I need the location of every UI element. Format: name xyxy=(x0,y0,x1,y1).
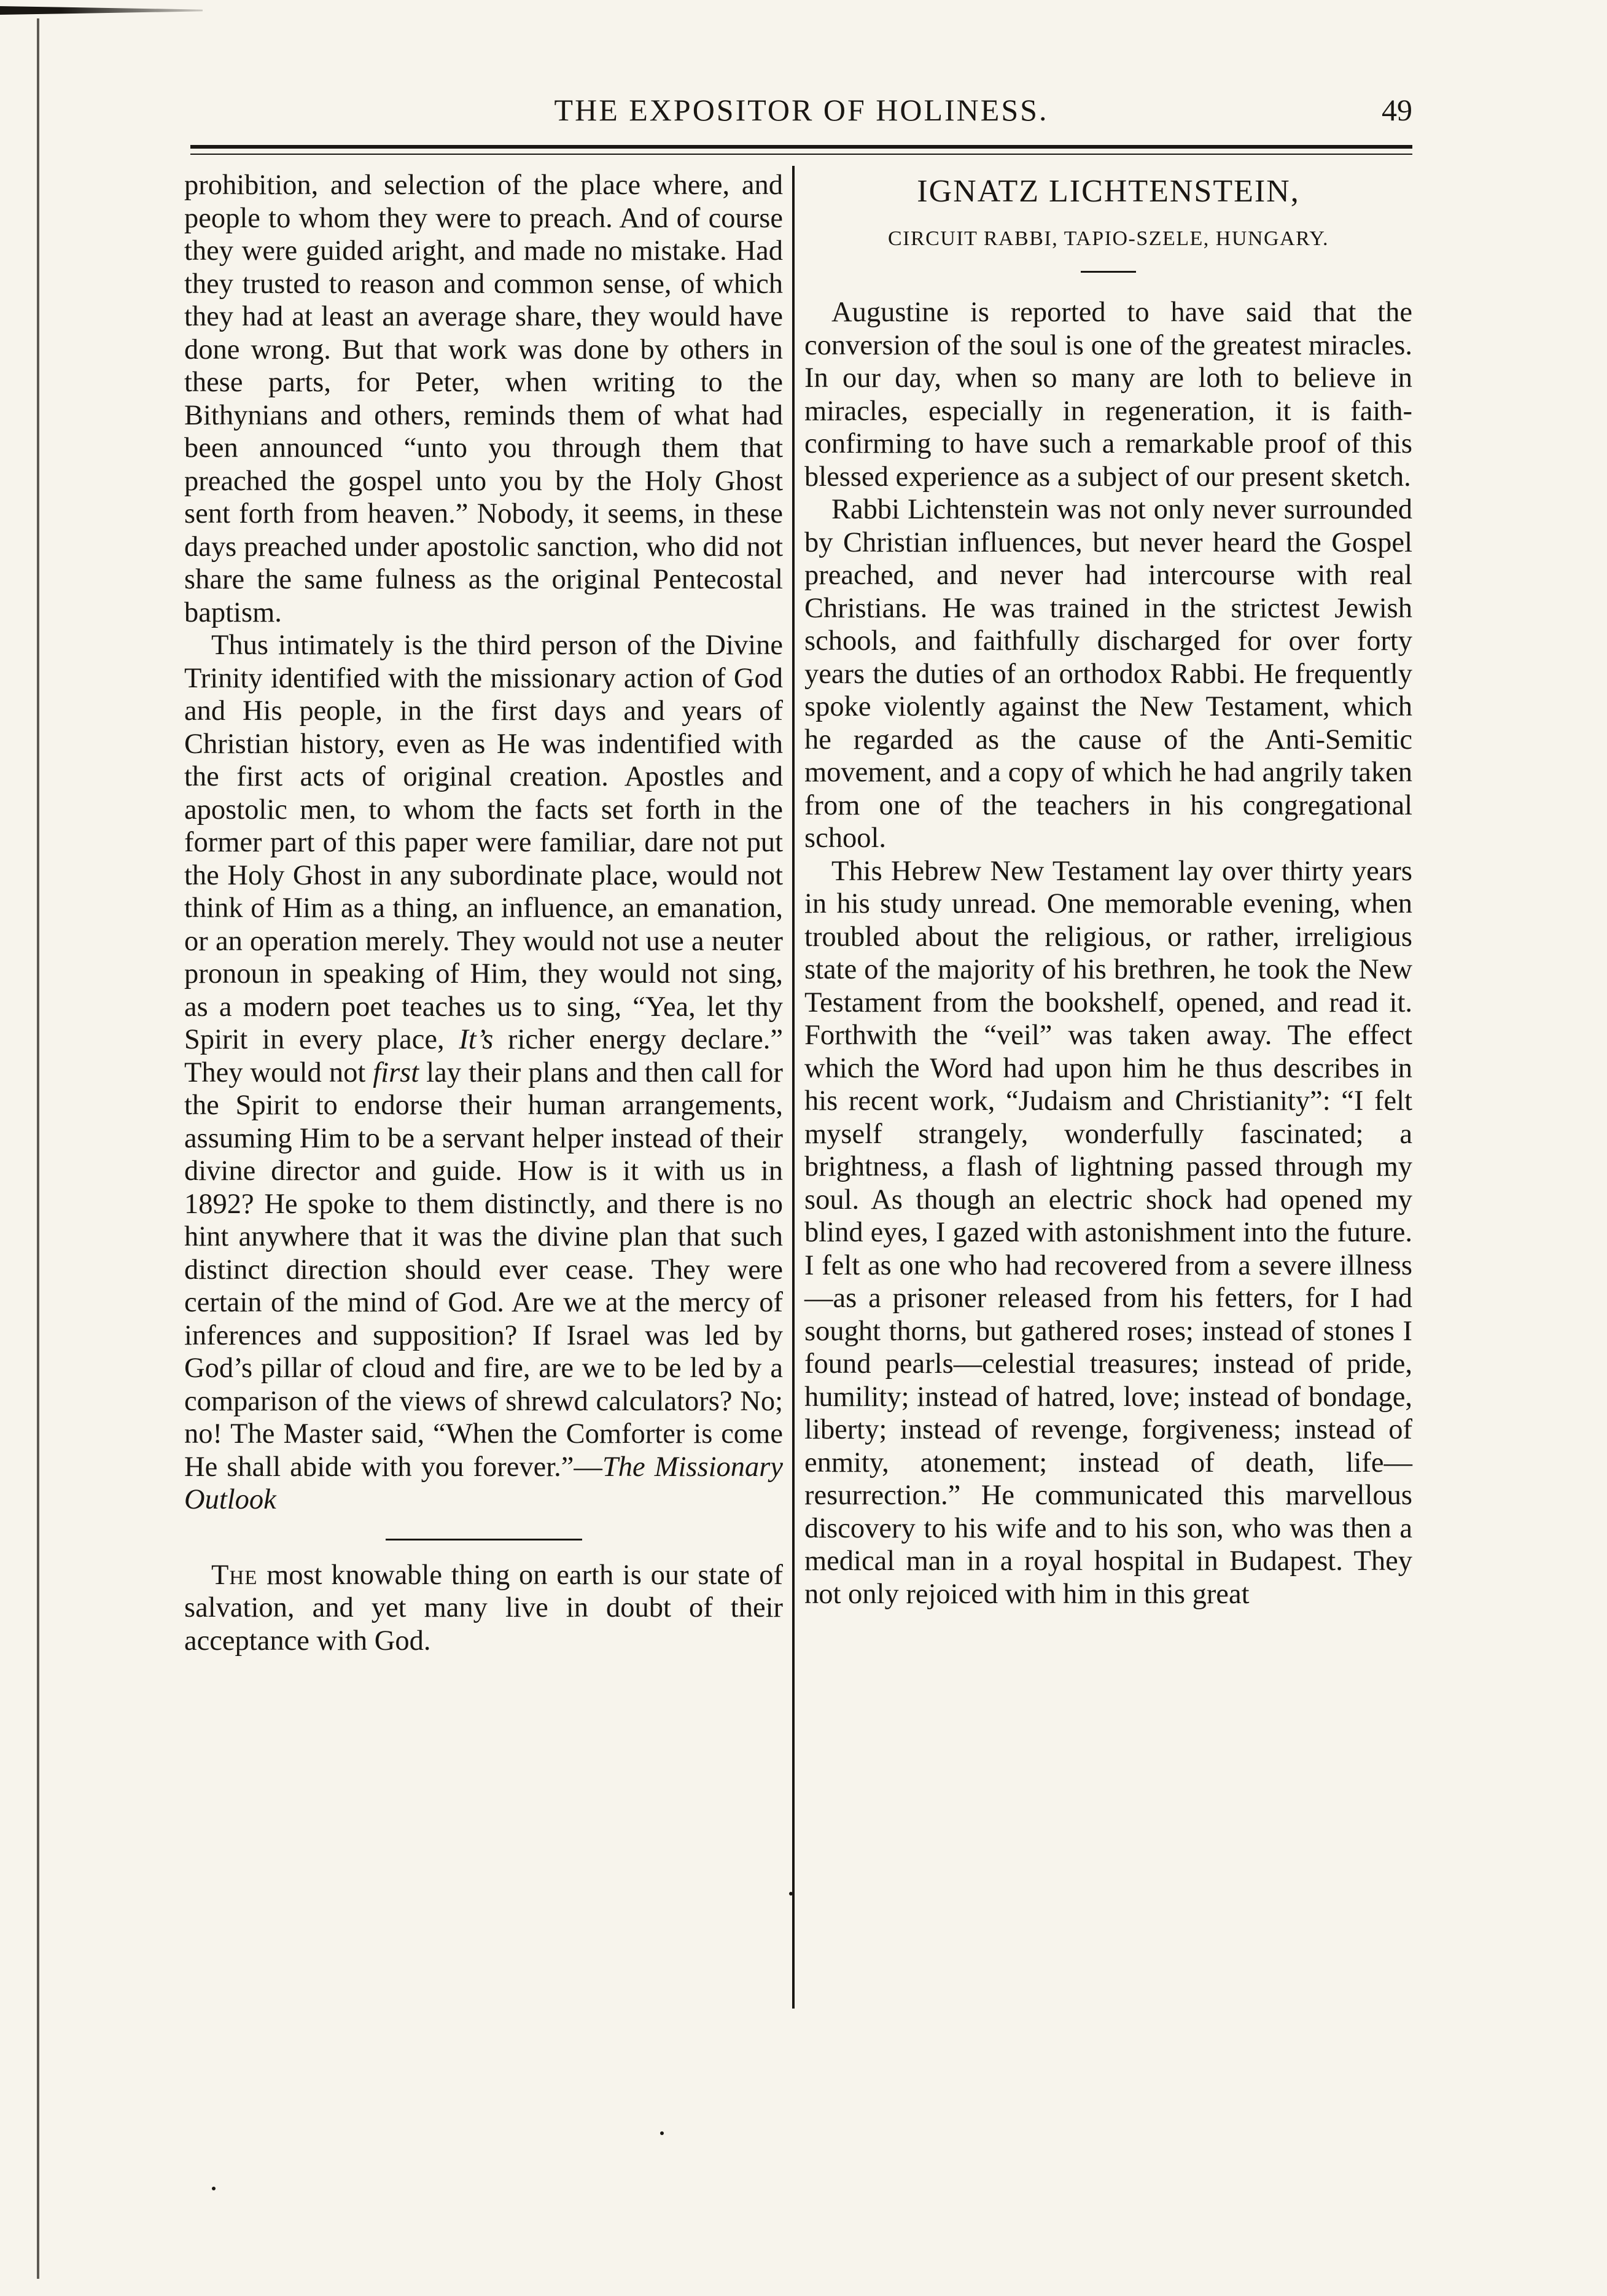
column-divider xyxy=(792,166,795,2009)
left-paragraph-3 xyxy=(184,1559,783,1658)
left-paragraph-2-text-b: richer energy declare.” They would not xyxy=(184,1024,783,1088)
right-paragraph-1: Augustine is reported to have said that the conversion of the soul is one of the greatest miracles. In our day, when so many are loth to believe in miracles, especially in regeneration, it is faith-confirming to have such a remarkable proof of this blessed experience as a subject of our present sketch. xyxy=(804,297,1412,493)
left-paragraph-2-text-c: lay their plans and then call for the Spirit to endorse their human arrangements, assuming Him to be a servant helper instead of their divine director and guide. How is it with us in 1892? He spoke to them distinctly, and there is no hint anywhere that it was the divine plan that such distinct direction should ever cease. They were certain of the mind of God. Are we at the mercy of inferences and supposition? If Israel was led by God’s pillar of cloud and fire, are we to be led by a comparison of the views of shrewd calculators? No; no! The Master said, “When the Comforter is come He shall abide with you forever.”— xyxy=(184,1056,783,1483)
title-rule xyxy=(1081,271,1136,273)
left-paragraph-2 xyxy=(184,629,783,1517)
binding-corner-mark xyxy=(0,6,203,15)
speck xyxy=(789,1892,793,1896)
header-rule-thin xyxy=(190,154,1412,155)
page-header xyxy=(190,92,1412,135)
page-binding-edge xyxy=(37,18,47,2279)
left-column xyxy=(184,169,783,1657)
left-paragraph-2-text-a: Thus intimately is the third person of the Divine Trinity identified with the missionary action of God and His people, in the first days and years of Christian history, even as He was indentified with the first acts of original creation. Apostles and apostolic men, to whom the facts set forth in the former part of this paper were familiar, dare not put the Holy Ghost in any subordinate place, would not think of Him as a thing, an influence, an emanation, or an operation merely. They would not use a neuter pronoun in speaking of Him, they would not sing, as a modern poet teaches us to sing, “Yea, let thy Spirit in every place, xyxy=(184,630,783,1055)
section-separator xyxy=(386,1539,582,1540)
left-paragraph-1: prohibition, and selection of the place where, and people to whom they were to preach. And of course they were guided aright, and made no mistake. Had they trusted to reason and common sense, of which they had at least an average share, they would have done wrong. But that work was done by others in these parts, for Peter, when writing to the Bithynians and others, reminds them of what had been announced “unto you through them that preached the gospel unto you by the Holy Ghost sent forth from heaven.” Nobody, it seems, in these days preached under apostolic sanction, who did not share the same fulness as the original Pentecostal baptism. xyxy=(184,170,783,628)
article-title: IGNATZ LICHTENSTEIN, xyxy=(917,174,1300,209)
article-subtitle: CIRCUIT RABBI, TAPIO-SZELE, HUNGARY. xyxy=(887,227,1329,250)
header-rule-thick xyxy=(190,145,1412,149)
left-paragraph-3-rest: most knowable thing on earth is our state of salvation, and yet many live in doubt of their acceptance with God. xyxy=(184,1559,783,1657)
running-title: THE EXPOSITOR OF HOLINESS. xyxy=(554,93,1049,127)
left-paragraph-2-first: first xyxy=(373,1056,419,1088)
page-number: 49 xyxy=(1382,93,1412,127)
left-paragraph-2-its: It’s xyxy=(459,1024,494,1055)
left-paragraph-3-lead: The xyxy=(211,1559,258,1591)
source-attribution: The Missionary Outlook xyxy=(184,1451,784,1515)
speck xyxy=(212,2187,216,2190)
right-paragraph-2: Rabbi Lichtenstein was not only never surrounded by Christian influences, but never heard the Gospel preached, and never had intercourse with real Christians. He was trained in the strictest Jewish schools, and faithfully discharged for over forty years the duties of an orthodox Rabbi. He frequently spoke violently against the New Testament, which he regarded as the cause of the Anti-Semitic movement, and a copy of which he had angrily taken from one of the teachers in his congregational school. xyxy=(804,494,1412,854)
right-paragraph-3: This Hebrew New Testament lay over thirty years in his study unread. One memorable evening, when troubled about the religious, or rather, irreligious state of the majority of his brethren, he took the New Testament from the bookshelf, opened, and read it. Forthwith the “veil” was taken away. The effect which the Word had upon him he thus describes in his recent work, “Judaism and Christianity”: “I felt myself strangely, wonderfully fascinated; a brightness, a flash of lightning passed through my soul. As though an electric shock had opened my blind eyes, I gazed with astonishment into the future. I felt as one who had recovered from a severe illness—as a prisoner released from his fetters, for I had sought thorns, but gathered roses; instead of stones I found pearls—celestial treasures; instead of pride, humility; instead of hatred, love; instead of bondage, liberty; instead of revenge, forgiveness; instead of enmity, atonement; instead of death, life—resurrection.” He communicated this marvellous discovery to his wife and to his son, who was then a medical man in a royal hospital in Budapest. They not only rejoiced with him in this great xyxy=(804,855,1412,1610)
right-column xyxy=(804,169,1412,1611)
speck xyxy=(660,2131,664,2135)
